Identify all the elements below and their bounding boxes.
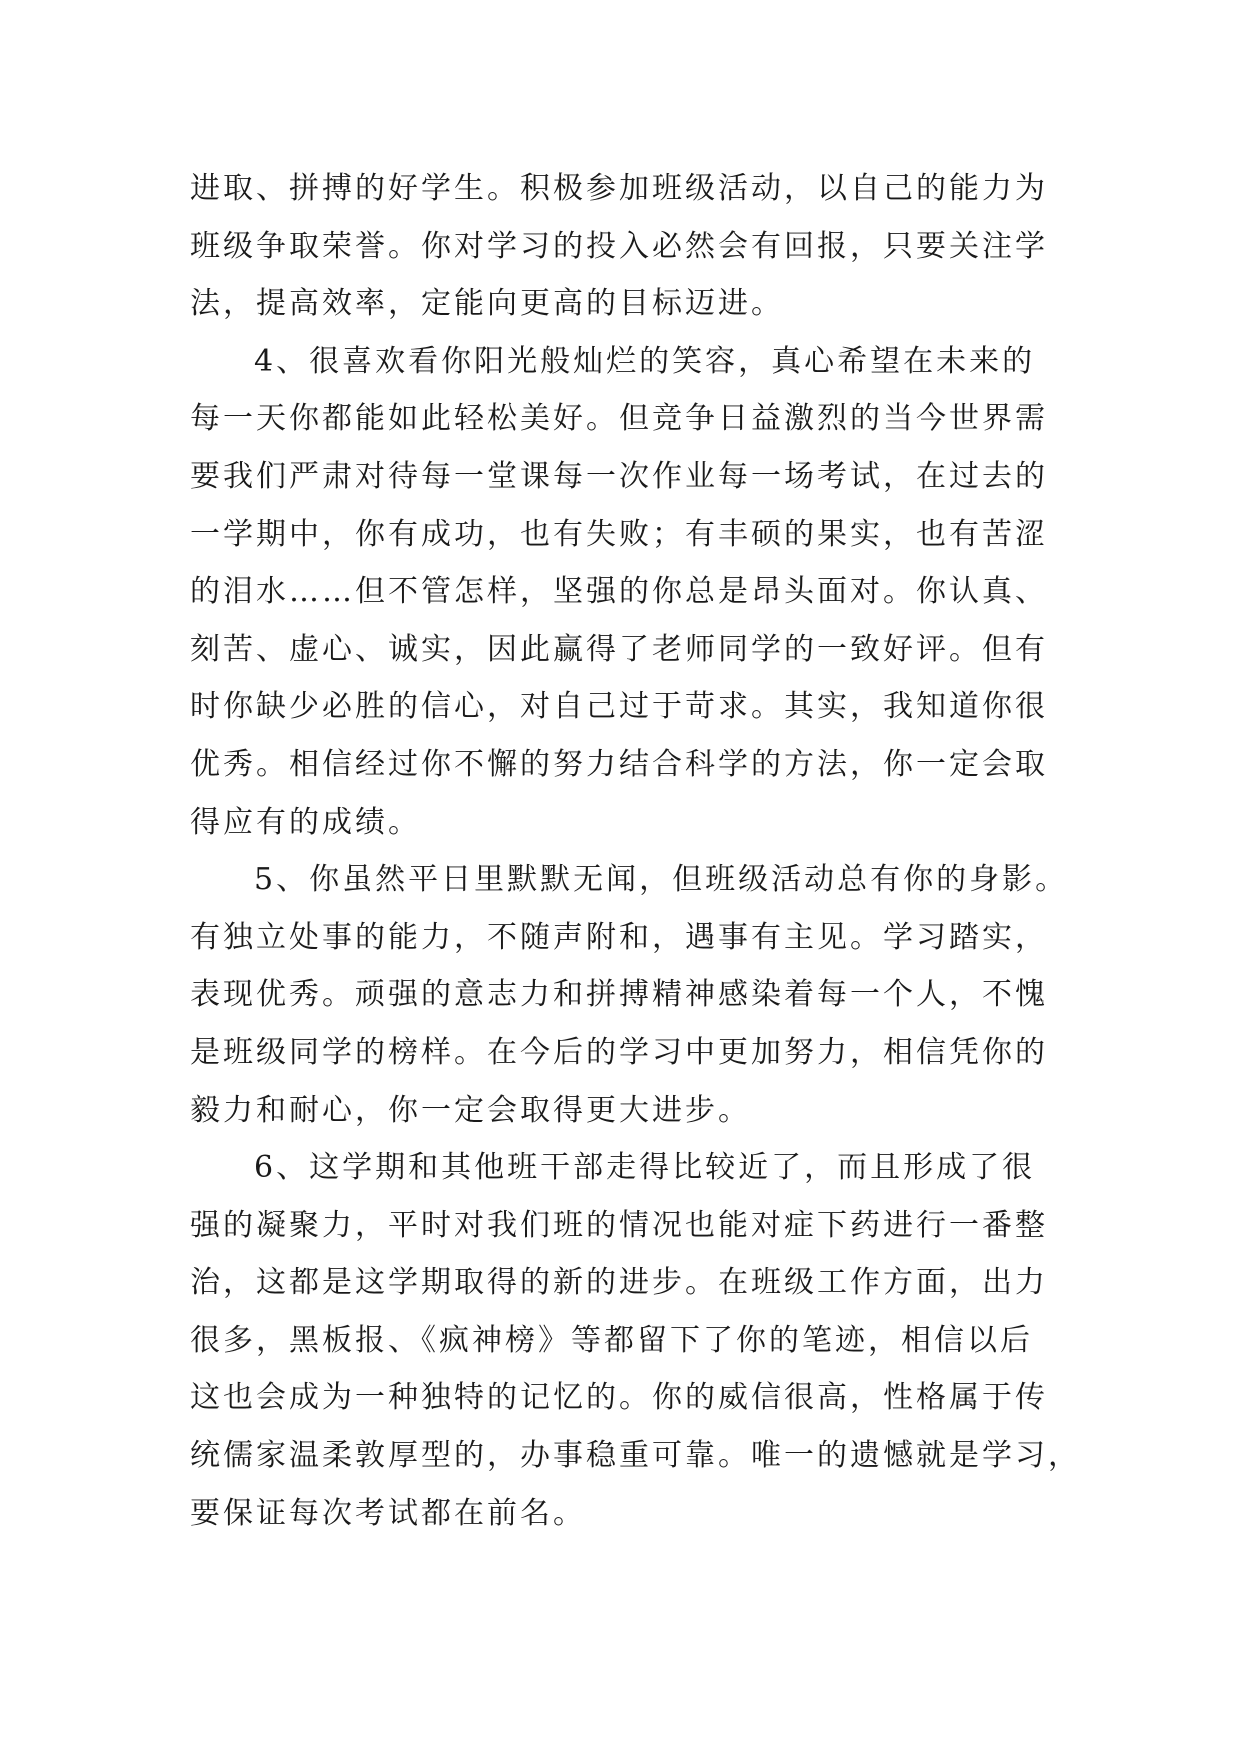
document-body <box>190 160 1081 1542</box>
paragraph-item-6 <box>190 1139 1081 1542</box>
text-line: 要保证每次考试都在前名。 <box>190 1495 586 1531</box>
paragraph-continued <box>190 160 1070 333</box>
text-line: 统儒家温柔敦厚型的，办事稳重可靠。唯一的遗憾就是学习， <box>190 1438 1081 1474</box>
paragraph-item-4 <box>190 333 1070 851</box>
text-line: 的泪水……但不管怎样，坚强的你总是昂头面对。你认真、 <box>190 574 1048 610</box>
text-line: 6、这学期和其他班干部走得比较近了，而且形成了很 <box>254 1150 1036 1186</box>
text-line: 时你缺少必胜的信心，对自己过于苛求。其实，我知道你很 <box>190 689 1048 725</box>
text-line: 有独立处事的能力，不随声附和，遇事有主见。学习踏实， <box>190 919 1048 955</box>
text-line: 一学期中，你有成功，也有失败；有丰硕的果实，也有苦涩 <box>190 516 1048 552</box>
text-line: 法，提高效率，定能向更高的目标迈进。 <box>190 286 784 322</box>
text-line: 是班级同学的榜样。在今后的学习中更加努力，相信凭你的 <box>190 1034 1048 1070</box>
text-line: 表现优秀。顽强的意志力和拼搏精神感染着每一个人，不愧 <box>190 977 1048 1013</box>
text-line: 很多，黑板报、《疯神榜》等都留下了你的笔迹，相信以后 <box>190 1322 1033 1358</box>
text-line: 强的凝聚力，平时对我们班的情况也能对症下药进行一番整 <box>190 1207 1048 1243</box>
text-line: 优秀。相信经过你不懈的努力结合科学的方法，你一定会取 <box>190 746 1048 782</box>
paragraph-item-5 <box>190 851 1070 1139</box>
text-line: 这也会成为一种独特的记忆的。你的威信很高，性格属于传 <box>190 1380 1048 1416</box>
text-line: 治，这都是这学期取得的新的进步。在班级工作方面，出力 <box>190 1265 1048 1301</box>
text-line: 要我们严肃对待每一堂课每一次作业每一场考试，在过去的 <box>190 458 1048 494</box>
text-line: 得应有的成绩。 <box>190 804 421 840</box>
text-line: 进取、拼搏的好学生。积极参加班级活动，以自己的能力为 <box>190 171 1048 206</box>
text-line: 每一天你都能如此轻松美好。但竞争日益激烈的当今世界需 <box>190 401 1048 437</box>
text-line: 毅力和耐心，你一定会取得更大进步。 <box>190 1092 751 1128</box>
text-line: 4、很喜欢看你阳光般灿烂的笑容，真心希望在未来的 <box>254 343 1036 379</box>
text-line: 5、你虽然平日里默默无闻，但班级活动总有你的身影。 <box>254 862 1069 898</box>
text-line: 刻苦、虚心、诚实，因此赢得了老师同学的一致好评。但有 <box>190 631 1048 667</box>
text-line: 班级争取荣誉。你对学习的投入必然会有回报，只要关注学 <box>190 228 1048 264</box>
